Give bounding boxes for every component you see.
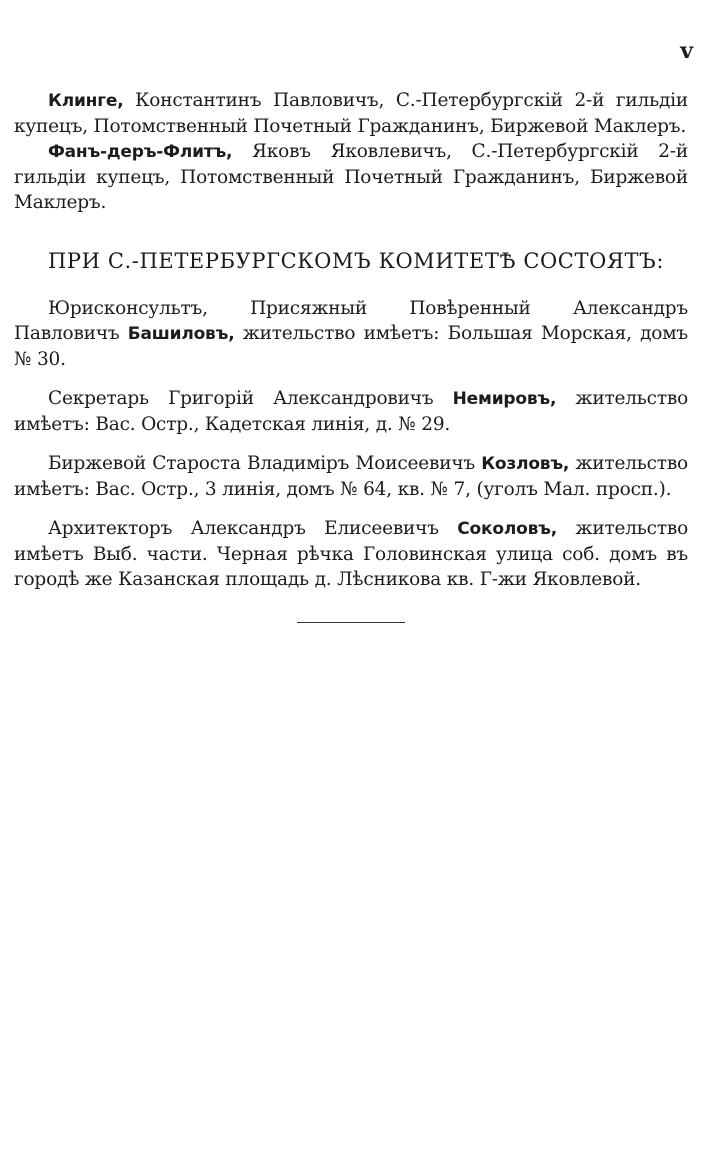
entry-text: Юрисконсультъ, Присяжный Повѣренный Александръ Павловичъ <box>14 298 688 344</box>
entry-text: жительство имѣетъ Выб. части. Черная рѣчка Головинская улица соб. домъ въ городѣ же Казанская площадь д. Лѣсникова кв. Г-жи Яковлевой. <box>14 518 689 590</box>
entry-fan-der-flit <box>14 139 688 215</box>
entry-name: Немировъ, <box>452 389 557 409</box>
entry-text: Архитекторъ Александръ Елисеевичъ <box>48 518 458 539</box>
entry-klinge <box>14 88 688 139</box>
entry-jurisconsult <box>14 296 688 372</box>
entry-name: Козловъ, <box>481 454 570 474</box>
entry-secretary <box>14 386 688 437</box>
entry-text: жительство имѣетъ: Большая Морская, домъ № 30. <box>14 323 688 370</box>
entry-text: Константинъ Павловичъ, С.-Петербургскій 2-й гильдіи купецъ, Потомственный Почетный Гражданинъ, Биржевой Маклеръ. <box>14 90 688 137</box>
entry-name: Фанъ-деръ-Флитъ, <box>48 142 233 162</box>
entry-text: жительство имѣетъ: Вас. Остр., 3 линія, домъ № 64, кв. № 7, (уголъ Мал. просп.). <box>14 453 688 500</box>
entry-name: Башиловъ, <box>127 324 235 344</box>
page-number: v <box>680 38 693 64</box>
section-heading: ПРИ С.-ПЕТЕРБУРГСКОМЪ КОМИТЕТѢ СОСТОЯТЪ: <box>48 249 665 273</box>
entry-text: жительство имѣетъ: Вас. Остр., Кадетская линія, д. № 29. <box>14 388 689 435</box>
entry-text: Яковъ Яковлевичъ, С.-Петербургскій 2-й гильдіи купецъ, Потомственный Почетный Гражданинъ, Биржевой Маклеръ. <box>14 141 688 213</box>
entry-text: Биржевой Староста Владиміръ Моисеевичъ <box>48 453 482 474</box>
entry-name: Клинге, <box>48 91 124 111</box>
entry-name: Соколовъ, <box>457 519 557 539</box>
entry-exchange-elder <box>14 451 688 502</box>
page-body <box>14 88 688 623</box>
section-divider <box>297 622 405 623</box>
entry-text: Секретарь Григорій Александровичъ <box>48 388 453 409</box>
entry-architect <box>14 516 688 592</box>
